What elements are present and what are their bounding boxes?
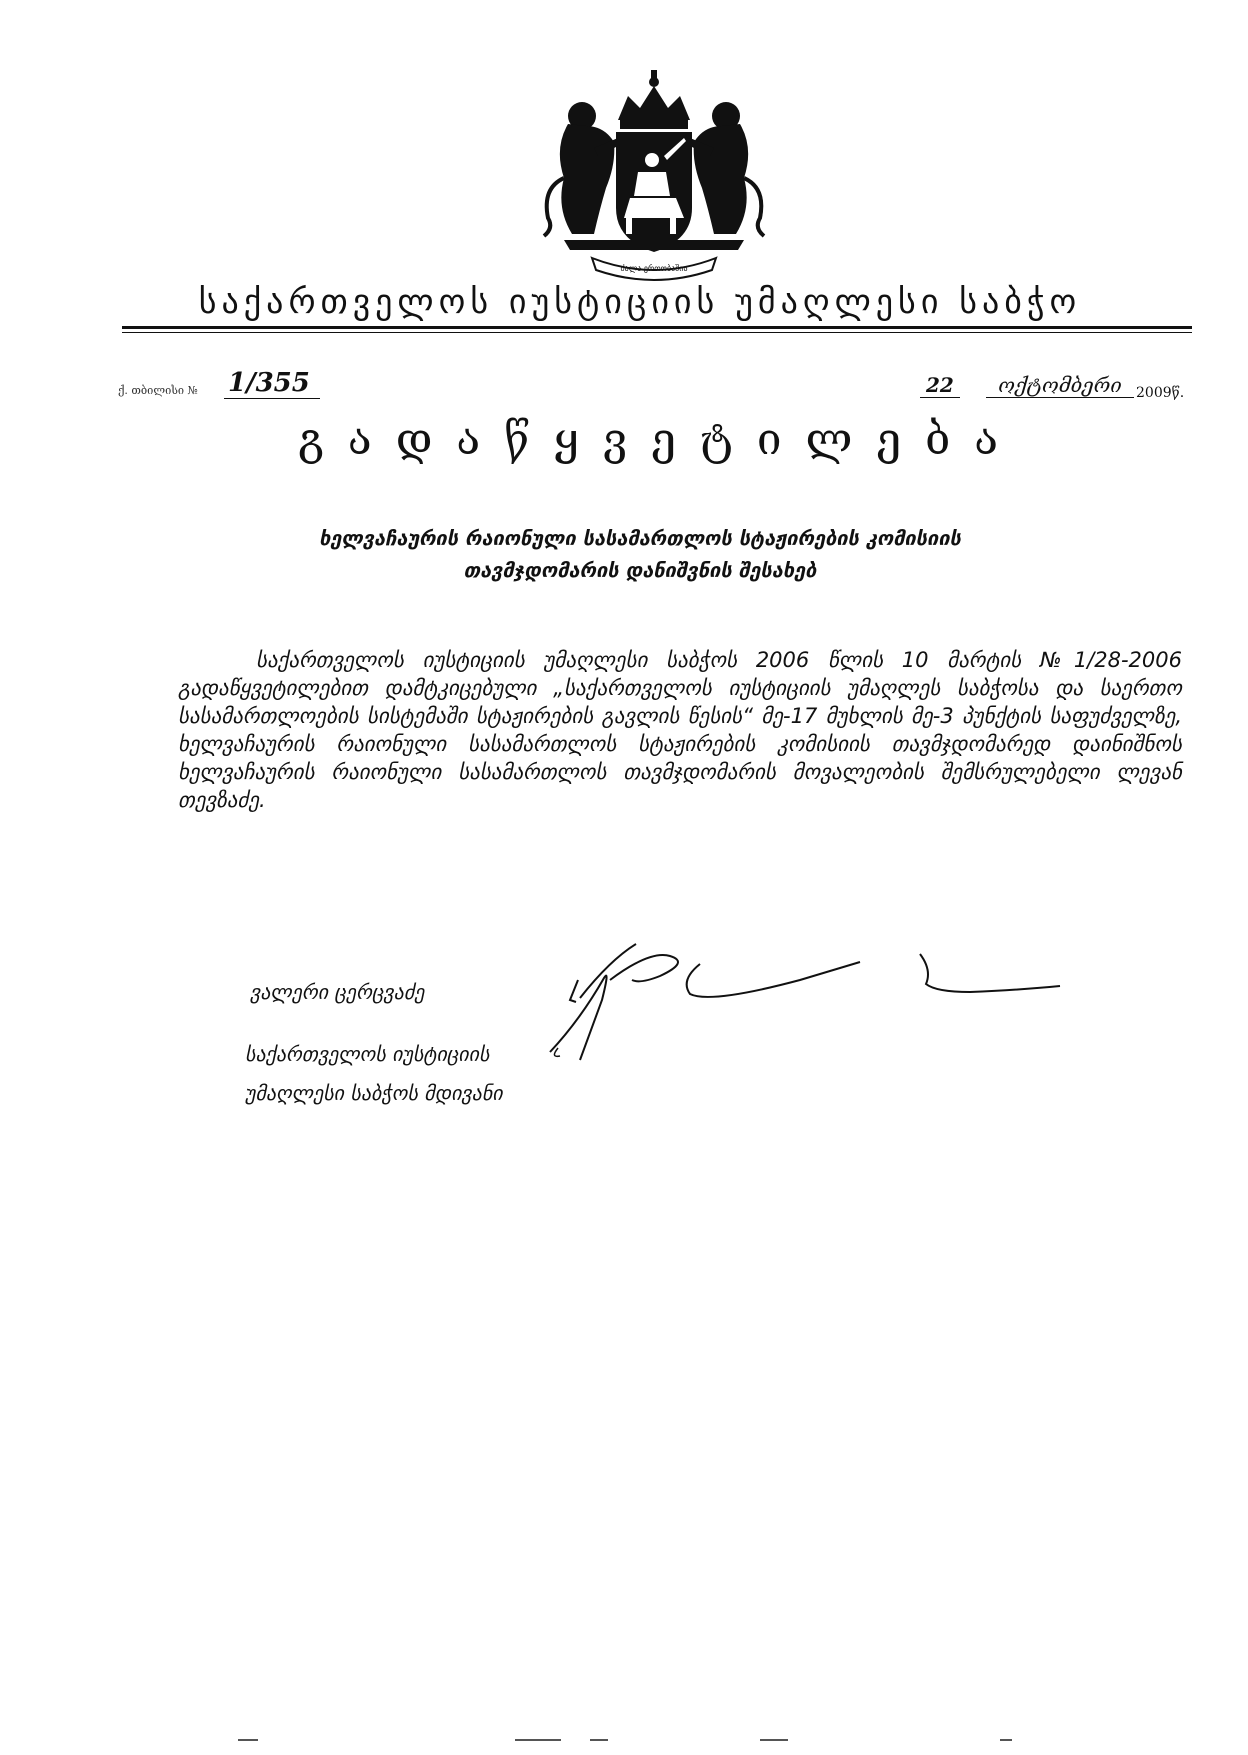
- scan-mark: [238, 1739, 258, 1741]
- emblem-motto: ძალა ერთობაშია: [620, 264, 688, 273]
- signer-name: ვალერი ცერცვაძე: [250, 980, 425, 1004]
- scan-mark: [590, 1739, 608, 1741]
- scan-mark: [515, 1739, 561, 1741]
- title-divider-thin: [122, 332, 1192, 333]
- signer-title-line-1: საქართველოს იუსტიციის: [245, 1042, 490, 1066]
- subject-line-1: ხელვაჩაურის რაიონული სასამართლოს სტაჟირების კომისიის: [319, 526, 961, 550]
- date-day: 22: [920, 373, 960, 398]
- document-heading: გადაწყვეტილება: [297, 414, 1022, 465]
- scan-mark: [1000, 1739, 1012, 1741]
- document-subject: [180, 522, 1100, 586]
- signer-title-line-2: უმაღლესი საბჭოს მდივანი: [245, 1081, 503, 1105]
- reference-number: 1/355: [224, 368, 320, 399]
- document-body: საქართველოს იუსტიციის უმაღლესი საბჭოს 2006 წლის 10 მარტის №1/28-2006 გადაწყვეტილებით დამტკიცებული „საქართველოს იუსტიციის უმაღლეს საბჭოსა და საერთო სასამართლოების სისტემაში სტაჟირების გავლის წესის“ მე-17 მუხლის მე-3 პუნქტის საფუძველზე, ხელვაჩაურის რაიონული სასამართლოს სტაჟირების კომისიის თავმჯდომარედ დაინიშნოს ხელვაჩაურის რაიონული სასამართლოს თავმჯდომარის მოვალეობის შემსრულებელი ლევან თევზაძე.: [178, 648, 1182, 812]
- reference-label: ქ. თბილისი №: [118, 384, 198, 397]
- date-month: ოქტომბერი: [986, 373, 1134, 398]
- scan-mark: [760, 1739, 788, 1741]
- right-lion-icon: [690, 102, 764, 236]
- handwritten-signature: [540, 940, 1090, 1090]
- date-year: 2009წ.: [1136, 385, 1185, 401]
- coat-of-arms-emblem: [534, 68, 774, 283]
- crown-icon: [618, 70, 690, 129]
- title-divider: [122, 326, 1192, 329]
- organization-title: საქართველოს იუსტიციის უმაღლესი საბჭო: [198, 282, 1082, 322]
- left-lion-icon: [544, 102, 618, 236]
- subject-line-2: თავმჯდომარის დანიშვნის შესახებ: [463, 558, 817, 582]
